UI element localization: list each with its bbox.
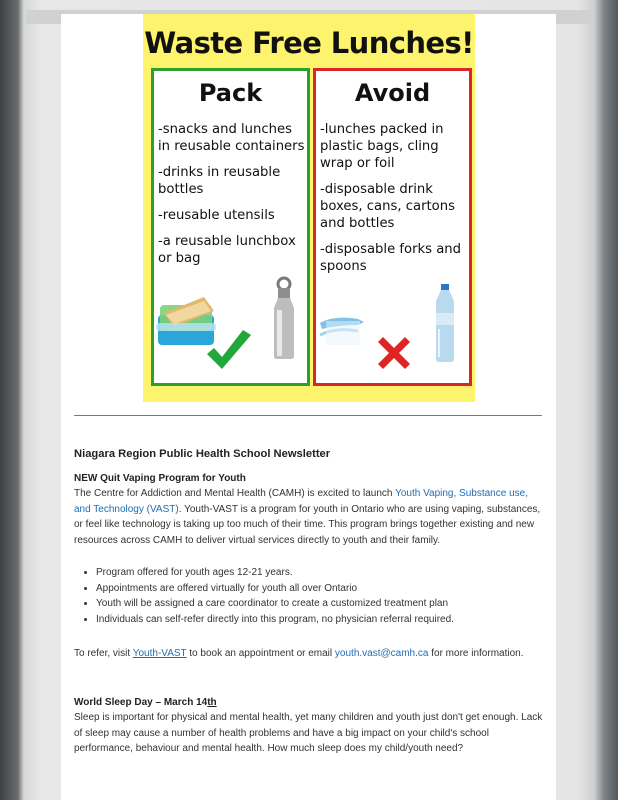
reusable-bottle-icon xyxy=(266,276,302,360)
pack-panel xyxy=(151,68,310,386)
pack-item: -drinks in reusable bottles xyxy=(158,165,281,197)
avoid-item: -lunches packed in plastic bags, cling wrap or foil xyxy=(320,122,444,171)
avoid-panel xyxy=(313,68,472,386)
referral-paragraph xyxy=(74,646,544,662)
x-mark-icon xyxy=(374,333,414,373)
sleep-heading-text: World Sleep Day – March 14 xyxy=(74,697,208,708)
refer-text-start: To refer, visit xyxy=(74,648,133,659)
email-link[interactable]: youth.vast@camh.ca xyxy=(334,648,429,659)
pack-item: -snacks and lunches in reusable containers xyxy=(158,122,305,154)
newsletter-page xyxy=(61,14,556,800)
sleep-heading-suffix: th xyxy=(207,697,217,708)
youth-vast-link[interactable]: Youth-VAST xyxy=(132,648,187,659)
checkmark-icon xyxy=(204,327,254,377)
section-divider xyxy=(74,415,542,416)
list-item: • Appointments are offered virtually for youth all over Ontario xyxy=(96,581,544,597)
vaping-bullet-list xyxy=(74,565,544,627)
refer-text-mid: to book an appointment or email xyxy=(186,648,335,659)
pack-item: -a reusable lunchbox or bag xyxy=(158,234,296,266)
avoid-item: -disposable forks and spoons xyxy=(320,242,462,274)
plastic-water-bottle-icon xyxy=(430,283,460,363)
list-item: • Individuals can self-refer directly into this program, no physician referral required. xyxy=(96,612,544,628)
avoid-list xyxy=(320,121,470,284)
avoid-heading: Avoid xyxy=(354,79,431,107)
vast-program-link[interactable]: Youth Vaping, Substance use, and Technology (VAST) xyxy=(74,488,528,515)
vaping-text-start: The Centre for Addiction and Mental Health (CAMH) is excited to launch xyxy=(74,488,396,499)
plastic-spoon-icon xyxy=(318,309,366,349)
sleep-day-heading xyxy=(74,695,544,711)
sleep-paragraph: Sleep is important for physical and mental health, yet many children and youth just don't get enough. Lack of sleep may cause a number of health problems and have a big impact on your child's school performance, behaviour and mental health. How much sleep does my child/youth need? xyxy=(74,712,543,754)
vaping-text-end: . Youth-VAST is a program for youth in Ontario who are using vaping, substances, or feel like technology is taking up too much of their time. This program brings together existing and new resources across CAMH to deliver virtual services directly to youth and their family. xyxy=(74,503,541,546)
poster-title: Waste Free Lunches! xyxy=(144,26,474,60)
avoid-item: -disposable drink boxes, cans, cartons and bottles xyxy=(320,182,455,231)
pack-item: -reusable utensils xyxy=(158,208,275,223)
refer-text-end: for more information. xyxy=(428,648,524,659)
newsletter-title: Niagara Region Public Health School Newsletter xyxy=(74,448,331,460)
waste-free-lunches-poster xyxy=(143,14,475,402)
list-item: • Program offered for youth ages 12-21 years. xyxy=(96,565,544,581)
vaping-paragraph xyxy=(74,486,544,548)
pack-heading: Pack xyxy=(198,79,263,107)
list-item: • Youth will be assigned a care coordinator to create a customized treatment plan xyxy=(96,596,544,612)
pack-list xyxy=(158,121,308,276)
vaping-heading: NEW Quit Vaping Program for Youth xyxy=(74,473,246,484)
